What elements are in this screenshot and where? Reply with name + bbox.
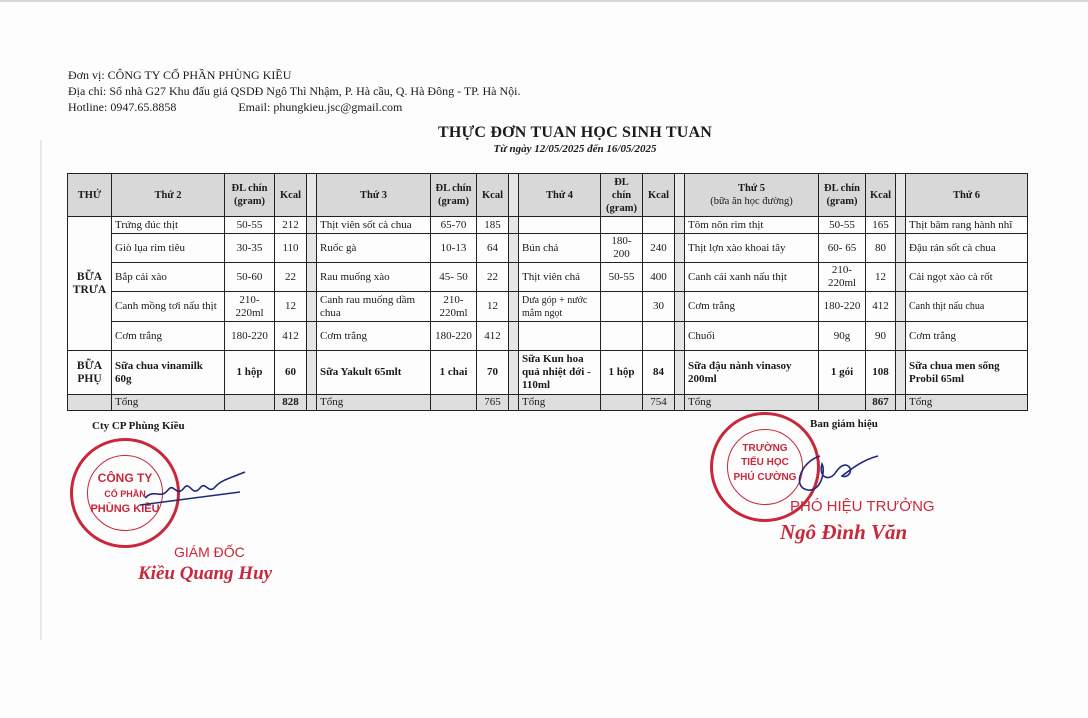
qty: 1 gói bbox=[819, 351, 866, 395]
header-kcal: Kcal bbox=[866, 174, 896, 217]
kcal: 400 bbox=[643, 263, 675, 292]
lunch-row bbox=[68, 217, 1028, 234]
dish: Thịt viên sốt cà chua bbox=[317, 217, 431, 234]
company-hotline: Hotline: 0947.65.8858 bbox=[68, 100, 177, 114]
gap-col bbox=[509, 292, 519, 322]
dish: Đậu rán sốt cà chua bbox=[906, 234, 1028, 263]
gap-col bbox=[307, 174, 317, 217]
kcal: 185 bbox=[477, 217, 509, 234]
gap-col bbox=[307, 263, 317, 292]
header-qty: ĐL chín (gram) bbox=[601, 174, 643, 217]
kcal: 412 bbox=[477, 322, 509, 351]
qty: 30-35 bbox=[225, 234, 275, 263]
kcal: 12 bbox=[866, 263, 896, 292]
gap-col bbox=[675, 174, 685, 217]
director-role: GIÁM ĐỐC bbox=[174, 544, 245, 560]
gap-col bbox=[509, 263, 519, 292]
director-name: Kiều Quang Huy bbox=[138, 563, 273, 584]
qty: 1 chai bbox=[431, 351, 477, 395]
gap-col bbox=[307, 234, 317, 263]
empty-cell bbox=[601, 395, 643, 411]
header-qty: ĐL chín (gram) bbox=[819, 174, 866, 217]
header-thursday bbox=[685, 174, 819, 217]
qty: 210-220ml bbox=[225, 292, 275, 322]
kcal: 108 bbox=[866, 351, 896, 395]
weekly-menu-table bbox=[67, 173, 1028, 411]
dish: Canh mồng tơi nấu thịt bbox=[112, 292, 225, 322]
stamp-line: PHÚ CƯỜNG bbox=[733, 472, 797, 483]
gap-col bbox=[307, 395, 317, 411]
dish: Chuối bbox=[685, 322, 819, 351]
empty-cell bbox=[431, 395, 477, 411]
kcal: 84 bbox=[643, 351, 675, 395]
qty: 180-220 bbox=[819, 292, 866, 322]
header-monday: Thứ 2 bbox=[112, 174, 225, 217]
dish: Cơm trắng bbox=[685, 292, 819, 322]
dish: Thịt lợn xào khoai tây bbox=[685, 234, 819, 263]
qty: 60- 65 bbox=[819, 234, 866, 263]
dish: Cơm trắng bbox=[317, 322, 431, 351]
lunch-row bbox=[68, 234, 1028, 263]
company-info bbox=[68, 67, 521, 115]
dish: Thịt băm rang hành nhĩ bbox=[906, 217, 1028, 234]
qty bbox=[601, 217, 643, 234]
gap-col bbox=[896, 322, 906, 351]
kcal: 412 bbox=[866, 292, 896, 322]
dish: Sữa Yakult 65mlt bbox=[317, 351, 431, 395]
gap-col bbox=[896, 395, 906, 411]
school-signature-block bbox=[810, 418, 878, 430]
company-email: Email: phungkieu.jsc@gmail.com bbox=[238, 100, 403, 114]
company-address: Địa chỉ: Số nhà G27 Khu đấu giá QSDĐ Ngô Thì Nhậm, P. Hà cầu, Q. Hà Đông - TP. Hà Nội. bbox=[68, 84, 521, 98]
dish: Thịt viên chả bbox=[519, 263, 601, 292]
dish: Sữa đậu nành vinasoy 200ml bbox=[685, 351, 819, 395]
gap-col bbox=[307, 292, 317, 322]
dish: Canh rau muống dầm chua bbox=[317, 292, 431, 322]
header-qty: ĐL chín (gram) bbox=[431, 174, 477, 217]
lunch-row bbox=[68, 322, 1028, 351]
gap-col bbox=[675, 351, 685, 395]
qty bbox=[601, 322, 643, 351]
meal-lunch: BỮA TRƯA bbox=[68, 217, 112, 351]
dish: Rau muống xào bbox=[317, 263, 431, 292]
empty-cell bbox=[68, 395, 112, 411]
kcal bbox=[643, 217, 675, 234]
total-kcal-wednesday: 754 bbox=[643, 395, 675, 411]
stamp-line: TRƯỜNG bbox=[742, 443, 788, 454]
thursday-label: Thứ 5 bbox=[737, 183, 766, 194]
kcal: 90 bbox=[866, 322, 896, 351]
kcal bbox=[643, 322, 675, 351]
gap-col bbox=[509, 174, 519, 217]
kcal: 64 bbox=[477, 234, 509, 263]
company-unit: Đơn vị: CÔNG TY CỔ PHẦN PHÙNG KIỀU bbox=[68, 68, 292, 82]
total-label: Tổng bbox=[685, 395, 819, 411]
scan-left-edge bbox=[40, 140, 42, 640]
gap-col bbox=[896, 174, 906, 217]
qty: 180-200 bbox=[601, 234, 643, 263]
dish: Trứng đúc thịt bbox=[112, 217, 225, 234]
dish bbox=[519, 217, 601, 234]
kcal: 412 bbox=[275, 322, 307, 351]
gap-col bbox=[307, 351, 317, 395]
dish: Canh thịt nấu chua bbox=[906, 292, 1028, 322]
qty: 10-13 bbox=[431, 234, 477, 263]
lunch-row bbox=[68, 292, 1028, 322]
qty: 50-55 bbox=[819, 217, 866, 234]
kcal: 110 bbox=[275, 234, 307, 263]
stamp-line: CÔNG TY bbox=[97, 471, 153, 485]
principal-role: PHÓ HIỆU TRƯỞNG bbox=[790, 498, 935, 515]
qty: 1 hộp bbox=[225, 351, 275, 395]
gap-col bbox=[675, 322, 685, 351]
dish: Cơm trắng bbox=[112, 322, 225, 351]
dish bbox=[519, 322, 601, 351]
gap-col bbox=[896, 292, 906, 322]
total-label: Tổng bbox=[519, 395, 601, 411]
kcal: 12 bbox=[275, 292, 307, 322]
meal-snack: BỮA PHỤ bbox=[68, 351, 112, 395]
dish: Bắp cải xào bbox=[112, 263, 225, 292]
header-kcal: Kcal bbox=[275, 174, 307, 217]
qty: 65-70 bbox=[431, 217, 477, 234]
kcal: 212 bbox=[275, 217, 307, 234]
kcal: 165 bbox=[866, 217, 896, 234]
menu-heading: THỰC ĐƠN TUAN HỌC SINH TUAN bbox=[437, 124, 713, 141]
gap-col bbox=[509, 322, 519, 351]
header-friday: Thứ 6 bbox=[906, 174, 1028, 217]
gap-col bbox=[675, 234, 685, 263]
kcal: 22 bbox=[477, 263, 509, 292]
stamp-line: TIỂU HỌC bbox=[741, 457, 789, 468]
kcal: 30 bbox=[643, 292, 675, 322]
gap-col bbox=[307, 217, 317, 234]
stamp-line: PHÙNG KIỀU bbox=[90, 503, 160, 515]
header-wednesday: Thứ 4 bbox=[519, 174, 601, 217]
company-org-label: Cty CP Phùng Kiều bbox=[92, 420, 185, 432]
kcal: 12 bbox=[477, 292, 509, 322]
company-signature-block bbox=[92, 420, 185, 432]
school-org-label: Ban giám hiệu bbox=[810, 418, 878, 430]
total-label: Tổng bbox=[317, 395, 431, 411]
dish: Ruốc gà bbox=[317, 234, 431, 263]
gap-col bbox=[307, 322, 317, 351]
header-kcal: Kcal bbox=[643, 174, 675, 217]
qty: 1 hộp bbox=[601, 351, 643, 395]
gap-col bbox=[675, 395, 685, 411]
total-label: Tổng bbox=[906, 395, 1028, 411]
thursday-note: (bữa ăn học đường) bbox=[710, 196, 793, 207]
dish: Tôm nõn rim thịt bbox=[685, 217, 819, 234]
kcal: 60 bbox=[275, 351, 307, 395]
qty: 50-55 bbox=[225, 217, 275, 234]
gap-col bbox=[675, 217, 685, 234]
header-thu: THỨ bbox=[68, 174, 112, 217]
total-label: Tổng bbox=[112, 395, 225, 411]
total-kcal-thursday: 867 bbox=[866, 395, 896, 411]
header-row bbox=[68, 174, 1028, 217]
gap-col bbox=[509, 395, 519, 411]
dish: Cải ngọt xào cà rốt bbox=[906, 263, 1028, 292]
qty: 180-220 bbox=[431, 322, 477, 351]
qty: 50-60 bbox=[225, 263, 275, 292]
gap-col bbox=[509, 351, 519, 395]
header-kcal: Kcal bbox=[477, 174, 509, 217]
header-tuesday: Thứ 3 bbox=[317, 174, 431, 217]
dish: Giò lụa rim tiêu bbox=[112, 234, 225, 263]
header-qty: ĐL chín (gram) bbox=[225, 174, 275, 217]
document-title bbox=[400, 124, 750, 155]
dish: Dưa góp + nước mắm ngọt bbox=[519, 292, 601, 322]
dish: Sữa Kun hoa quả nhiệt đới - 110ml bbox=[519, 351, 601, 395]
total-kcal-tuesday: 765 bbox=[477, 395, 509, 411]
qty: 210-220ml bbox=[819, 263, 866, 292]
kcal: 70 bbox=[477, 351, 509, 395]
dish: Sữa chua men sống Probil 65ml bbox=[906, 351, 1028, 395]
principal-signature bbox=[790, 448, 880, 498]
qty: 50-55 bbox=[601, 263, 643, 292]
date-range: Từ ngày 12/05/2025 đến 16/05/2025 bbox=[493, 143, 657, 155]
kcal: 80 bbox=[866, 234, 896, 263]
qty: 90g bbox=[819, 322, 866, 351]
principal-name: Ngô Đình Văn bbox=[780, 520, 908, 544]
gap-col bbox=[675, 292, 685, 322]
gap-col bbox=[675, 263, 685, 292]
kcal: 22 bbox=[275, 263, 307, 292]
dish: Bún chả bbox=[519, 234, 601, 263]
scan-top-edge bbox=[0, 0, 1088, 2]
gap-col bbox=[896, 217, 906, 234]
empty-cell bbox=[819, 395, 866, 411]
dish: Canh cải xanh nấu thịt bbox=[685, 263, 819, 292]
empty-cell bbox=[225, 395, 275, 411]
dish: Cơm trắng bbox=[906, 322, 1028, 351]
stamp-line: CỔ PHẦN bbox=[104, 489, 146, 499]
qty: 180-220 bbox=[225, 322, 275, 351]
snack-row bbox=[68, 351, 1028, 395]
gap-col bbox=[509, 217, 519, 234]
total-row bbox=[68, 395, 1028, 411]
kcal: 240 bbox=[643, 234, 675, 263]
qty bbox=[601, 292, 643, 322]
gap-col bbox=[896, 351, 906, 395]
dish: Sữa chua vinamilk 60g bbox=[112, 351, 225, 395]
lunch-row bbox=[68, 263, 1028, 292]
qty: 210-220ml bbox=[431, 292, 477, 322]
director-signature bbox=[140, 470, 250, 510]
gap-col bbox=[509, 234, 519, 263]
qty: 45- 50 bbox=[431, 263, 477, 292]
gap-col bbox=[896, 234, 906, 263]
gap-col bbox=[896, 263, 906, 292]
total-kcal-monday: 828 bbox=[275, 395, 307, 411]
